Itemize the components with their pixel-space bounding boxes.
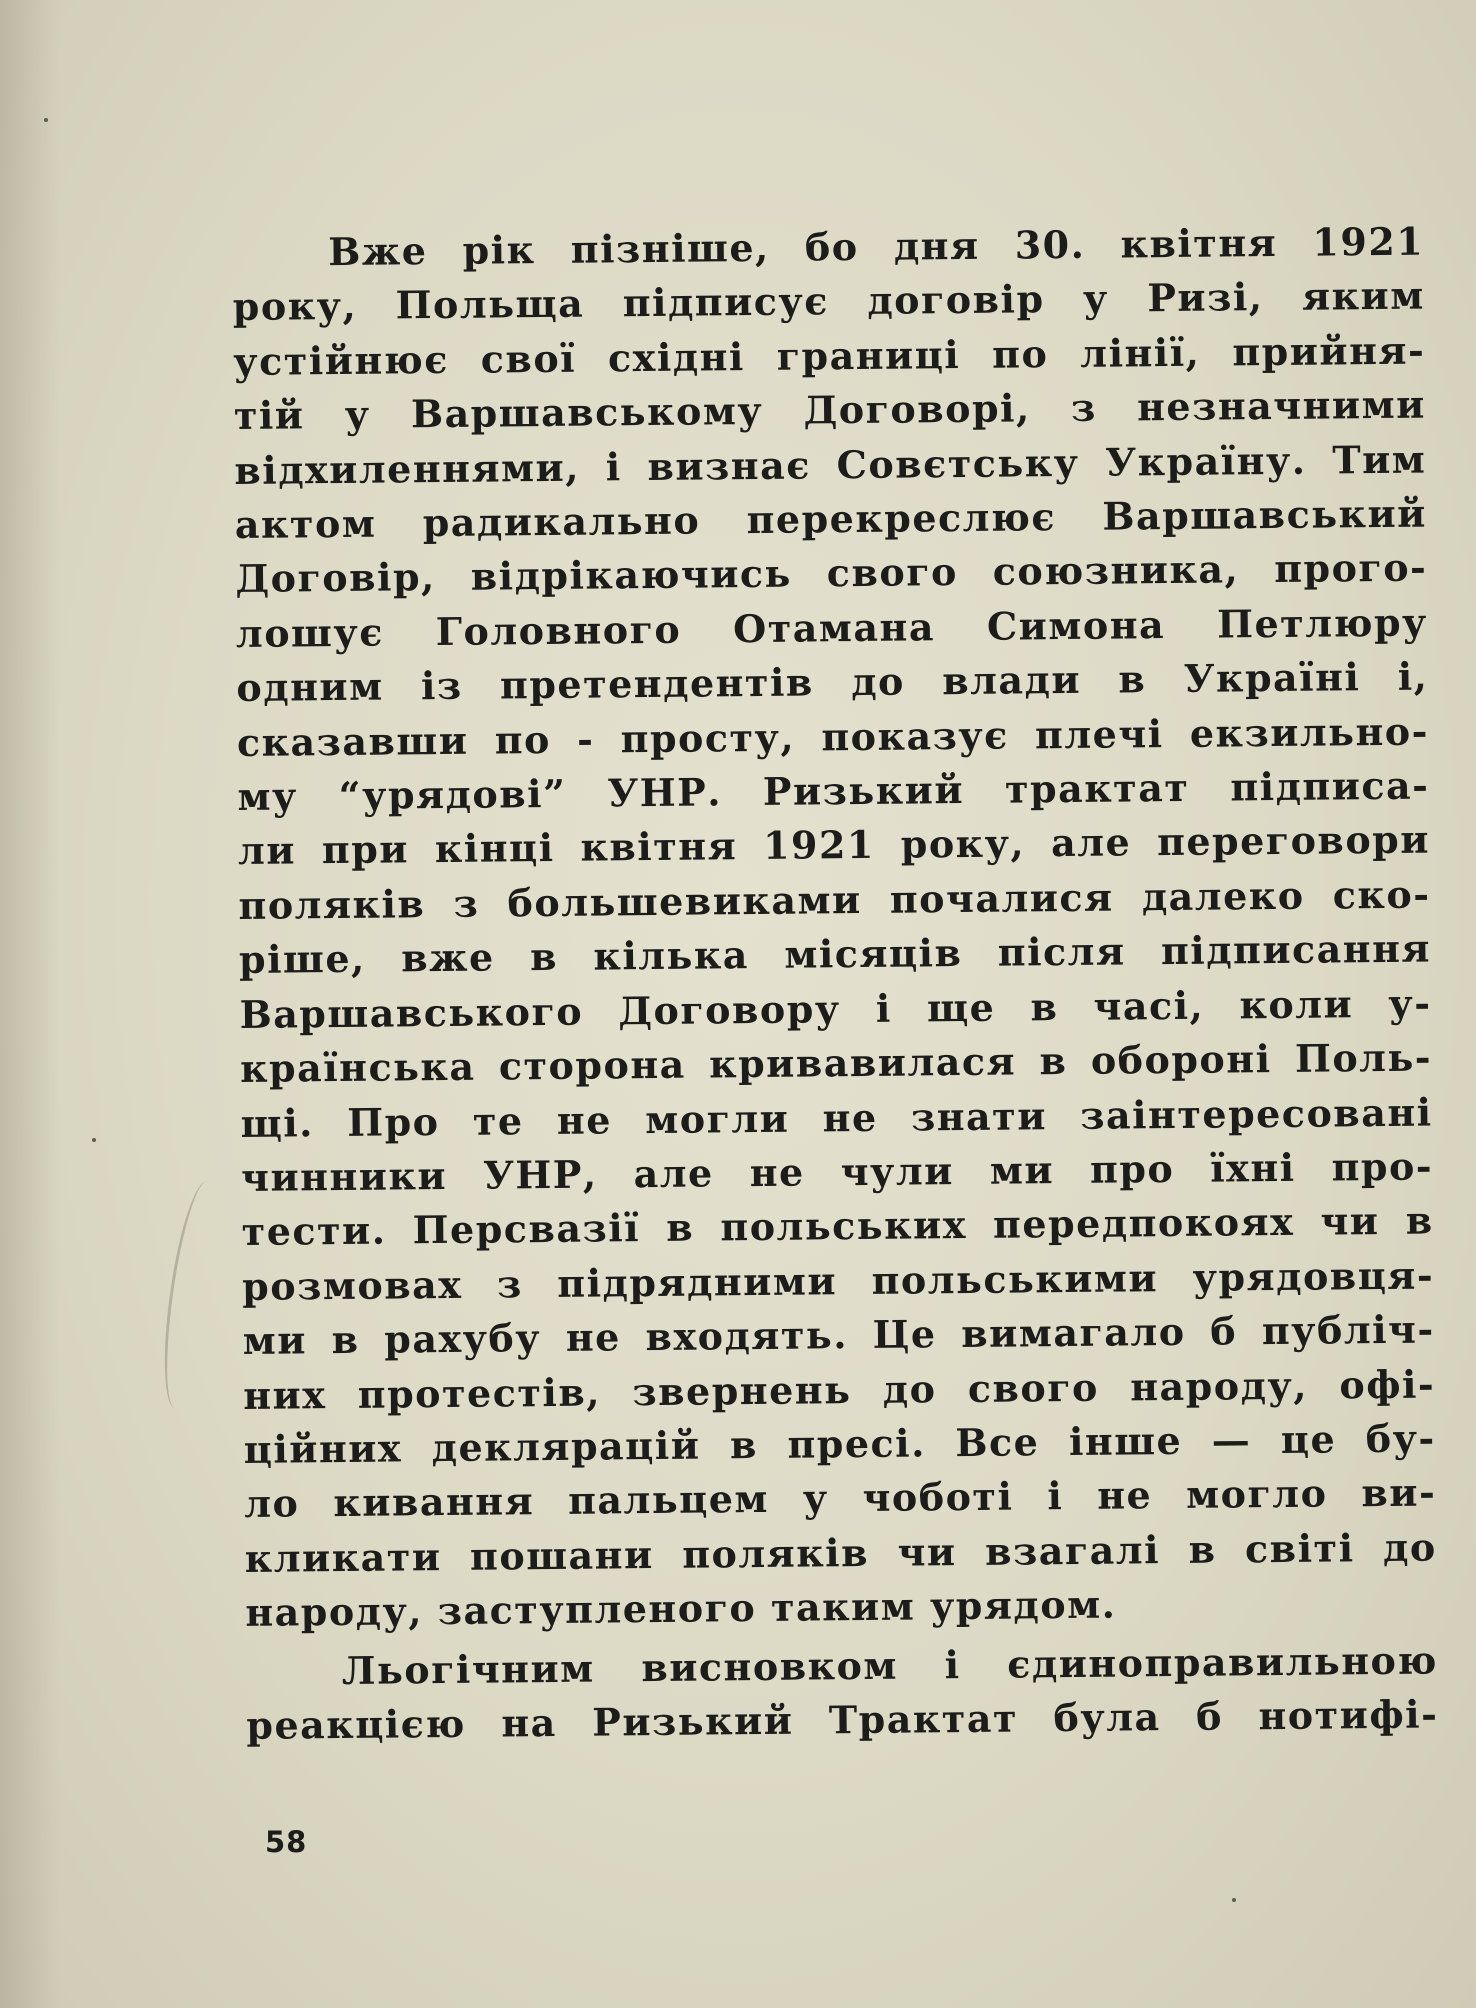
text-line: народу, заступленого таким урядом. [245, 1581, 1117, 1636]
text-line: Вже рік пізніше, бо дня 30. квітня 1921 [328, 218, 1425, 275]
text-line: актом радикально перекреслює Варшавський [234, 490, 1428, 548]
text-line: кликати пошани поляків чи взагалі в світі до [244, 1524, 1437, 1581]
text-line: ли при кінці квітня 1921 року, але переговори [237, 816, 1431, 874]
ink-speck [92, 1138, 96, 1142]
text-line: сказавши по - просту, показує плечі екзильно- [236, 708, 1430, 765]
text-line: чинники УНР, але не чули ми про їхні про- [240, 1143, 1434, 1200]
gutter-shadow [0, 0, 60, 2008]
paragraph [246, 1633, 1439, 1753]
text-line: тій у Варшавському Договорі, з незначними [233, 381, 1426, 439]
text-line: ріше, вже в кілька місяців після підписання [238, 925, 1432, 983]
paper-fold-mark [154, 1178, 229, 1412]
paragraph [232, 215, 1438, 1641]
body-text [232, 215, 1439, 1754]
text-line: ло кивання пальцем у чоботі і не могло ви- [244, 1469, 1437, 1527]
page-number: 58 [265, 1825, 308, 1859]
text-line: Варшавського Договору і ще в часі, коли у- [239, 980, 1432, 1037]
text-line: щі. Про те не могли не знати заінтересовані [240, 1089, 1433, 1146]
text-line: му “урядові” УНР. Ризький трактат підписа- [237, 762, 1430, 820]
text-line: року, Польща підписує договір у Ризі, яким [232, 272, 1425, 330]
text-line: ми в рахубу не входять. Це вимагало б публіч- [242, 1306, 1435, 1364]
text-line: поляків з большевиками почалися далеко ско- [238, 871, 1431, 928]
ink-speck [1232, 1898, 1236, 1902]
text-line: реакцією на Ризький Трактат була б нотифі- [246, 1691, 1439, 1748]
text-line: лошує Головного Отамана Симона Петлюру [235, 599, 1429, 656]
text-line: устійнює свої східні границі по лінії, прийня- [233, 327, 1426, 384]
text-line: Льогічним висновком і єдиноправильною [341, 1637, 1439, 1693]
text-line: одним із претендентів до влади в Україні і, [236, 653, 1429, 711]
text-line: них протестів, звернень до свого народу, офі- [243, 1361, 1436, 1418]
text-line: тести. Персвазії в польських передпокоях чи в [241, 1197, 1434, 1255]
ink-speck [44, 118, 48, 122]
text-line: ційних декляpацій в пресі. Все інше — це бу- [243, 1415, 1436, 1472]
text-line: відхиленнями, і визнає Совєтську Україну. Тим [234, 436, 1427, 493]
text-line: розмовах з підрядними польськими урядовця- [241, 1252, 1435, 1309]
text-line: країнська сторона кривавилася в обороні Поль- [239, 1034, 1433, 1092]
text-line: Договір, відрікаючись свого союзника, прого- [235, 544, 1428, 602]
